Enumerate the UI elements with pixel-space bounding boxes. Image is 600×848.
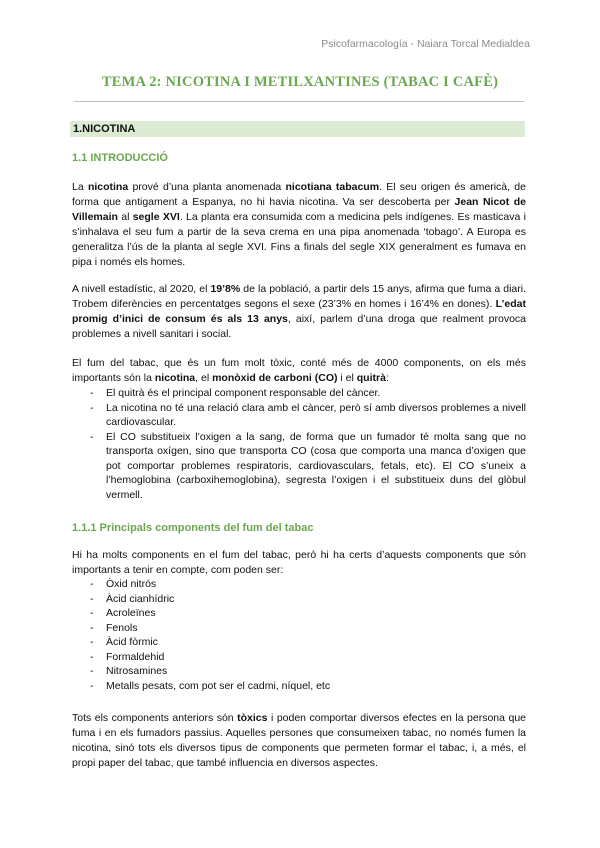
- list-item: - Metalls pesats, com pot ser el cadmi, níquel, etc: [72, 679, 526, 694]
- closing-paragraph: Tots els components anteriors són tòxics i poden comportar diversos efectes en la persona que fuma i en els fumadors passius. Aquelles persones que consumeixen tabac, no només fumen la nicotina, sinó tots els diversos tipus de components que permeten formar el tabac, i, a més, el propi paper del tabac, que també influencia en diversos aspectes.: [72, 712, 527, 769]
- list-item: - Acroleïnes: [72, 606, 526, 621]
- title-divider: [74, 101, 524, 102]
- subsection-heading: 1.1 INTRODUCCIÓ: [72, 152, 168, 164]
- toxic-components-list: [72, 577, 526, 693]
- page-title: TEMA 2: NICOTINA I METILXANTINES (TABAC I CAFÈ): [101, 74, 499, 90]
- list-item: - Nitrosamines: [72, 664, 526, 679]
- intro-paragraph-statistics: A nivell estadístic, al 2020, el 19’8% de la població, a partir dels 15 anys, afirma que fuma a diari. Trobem diferències en percentatges segons el sexe (23’3% en homes i 16’4% en dones). L’edat promig d’inici de consum és als 13 anys, així, parlem d’una droga que realment provoca problemes a nivell sanitari i social.: [72, 283, 526, 340]
- running-header: Psicofarmacología - Naiara Torcal Medialdea: [321, 38, 530, 50]
- list-item: - Àcid cianhídric: [72, 592, 526, 607]
- smoke-components-list: [72, 386, 526, 502]
- list-item: - Fenols: [72, 621, 526, 636]
- list-item: - Formaldehid: [72, 650, 526, 665]
- list-item: - El quitrà és el principal component responsable del càncer.: [72, 386, 526, 401]
- intro-paragraph-smoke: El fum del tabac, que és un fum molt tòxic, conté més de 4000 components, on els més importants són la nicotina, el monòxid de carboni (CO) i el quitrà:: [72, 357, 526, 384]
- list-item: - Òxid nitrós: [72, 577, 526, 592]
- subsubsection-heading: 1.1.1 Principals components del fum del tabac: [72, 522, 314, 534]
- components-intro-paragraph: Hi ha molts components en el fum del tabac, però hi ha certs d’aquests components que són importants a tenir en compte, com poden ser:: [72, 549, 526, 576]
- list-item: - Àcid fòrmic: [72, 635, 526, 650]
- intro-paragraph-origin: La nicotina prové d’una planta anomenada nicotiana tabacum. El seu origen és americà, de forma que antigament a Espanya, no hi havia nicotina. Va ser descoberta per Jean Nicot de Villemain al segle XVI. La planta era consumida com a medicina pels indígenes. Es masticava i s’inhalava el seu fum a partir de la seva crema en una pipa anomenada ‘tobago’. A Europa es generalitza l’ús de la planta al segle XVI. Fins a finals del segle XIX generalment es fumava en pipa i només els homes.: [72, 181, 526, 268]
- section-heading: 1.NICOTINA: [70, 121, 525, 137]
- list-item: - El CO substitueix l’oxigen a la sang, de forma que un fumador té molta sang que no transporta oxígen, sino que transporta CO (cosa que comporta una manca d’oxigen que pot comportar problemes respiratoris, cardiovasculars, fetals, etc). El CO s’uneix a l’hemoglobina (carboxihemoglobina), segresta l’oxigen i el substitueix duns del glòbul vermell.: [72, 430, 526, 503]
- list-item: - La nicotina no té una relació clara amb el càncer, però sí amb diversos problemes a nivell cardiovascular.: [72, 401, 526, 430]
